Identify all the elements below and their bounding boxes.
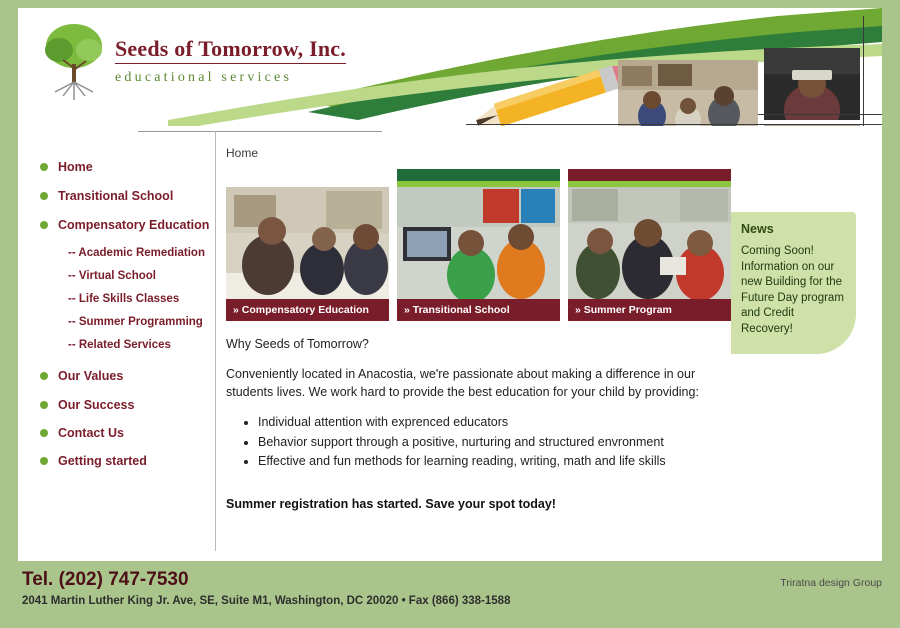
header-rule [466,124,882,125]
breadcrumb: Home [226,146,259,160]
list-item: • Behavior support through a positive, nurturing and structured envronment [258,433,731,452]
header-photo-student-reading [764,48,860,120]
sidebar-item-contact-us[interactable] [40,426,210,440]
news-title: News [741,222,774,236]
sidebar-item-our-values[interactable] [40,369,210,383]
card-label[interactable]: » Compensatory Education [226,299,389,321]
feature-card-summer-program[interactable] [568,169,731,321]
header-crosshair-vertical [863,16,864,126]
bullet-icon [40,401,48,409]
bullet-icon [40,372,48,380]
bullet-icon [40,221,48,229]
sidebar-item-transitional-school[interactable] [40,189,210,203]
news-panel [731,212,856,354]
sidebar-item-compensatory-education[interactable] [40,218,210,232]
feature-card-compensatory-education[interactable] [226,169,389,321]
sidebar-item-label: Getting started [58,454,147,468]
card-photo [568,187,731,299]
bullet-icon [40,457,48,465]
sidebar-item-related-services[interactable]: -- Related Services [68,339,171,351]
logo[interactable] [43,20,346,105]
sidebar-item-label: Our Success [58,398,135,412]
card-label[interactable]: » Transitional School [397,299,560,321]
sidebar-item-label: Contact Us [58,426,124,440]
registration-callout: Summer registration has started. Save your spot today! [226,497,556,512]
site-footer [0,561,900,628]
sidebar-item-label: Home [58,160,93,174]
logo-subtitle: educational services [115,70,293,85]
sidebar-item-academic-remediation[interactable]: -- Academic Remediation [68,247,205,259]
footer-address: 2041 Martin Luther King Jr. Ave, SE, Suite M1, Washington, DC 20020 • Fax (866) 338-1588 [22,595,511,607]
content-top-divider [138,131,382,132]
bullet-icon [40,163,48,171]
benefits-list [226,413,731,471]
sidebar-item-getting-started[interactable] [40,454,210,468]
header-photo-classroom [618,60,758,126]
sidebar-column-divider [215,131,216,551]
content-heading: Why Seeds of Tomorrow? [226,337,369,351]
sidebar-item-summer-programming[interactable]: -- Summer Programming [68,316,203,328]
card-top-bar [397,169,560,181]
list-item: • Individual attention with exprenced educators [258,413,731,432]
sidebar-item-label: Transitional School [58,189,174,203]
content-paragraph: Conveniently located in Anacostia, we're passionate about making a difference in our students lives. We work hard to provide the best education for your child by providing: [226,367,699,400]
feature-card-transitional-school[interactable] [397,169,560,321]
card-top-bar [568,169,731,181]
footer-phone: Tel. (202) 747-7530 [22,569,189,590]
sidebar-item-label: Compensatory Education [58,218,210,232]
sidebar-item-home[interactable] [40,160,210,174]
tree-logo-icon [43,20,105,105]
card-photo [397,187,560,299]
sidebar-item-virtual-school[interactable]: -- Virtual School [68,270,156,282]
logo-title: Seeds of Tomorrow, Inc. [115,36,346,64]
card-label[interactable]: » Summer Program [568,299,731,321]
feature-cards [226,169,731,321]
header-crosshair-horizontal [758,114,882,115]
bullet-icon [40,192,48,200]
card-photo [226,187,389,299]
bullet-icon [40,429,48,437]
card-top-spacer [226,169,389,181]
sidebar-item-label: Our Values [58,369,124,383]
news-body: Coming Soon! Information on our new Building for the Future Day program and Credit Recovery! [741,245,844,335]
main-content [226,146,731,511]
site-header [18,8,882,126]
logo-text [115,20,346,86]
main-navigation [40,160,210,483]
footer-credit[interactable]: Triratna design Group [780,577,882,589]
sidebar-item-life-skills-classes[interactable]: -- Life Skills Classes [68,293,180,305]
sidebar-item-our-success[interactable] [40,398,210,412]
list-item: • Effective and fun methods for learning reading, writing, math and life skills [258,452,731,471]
